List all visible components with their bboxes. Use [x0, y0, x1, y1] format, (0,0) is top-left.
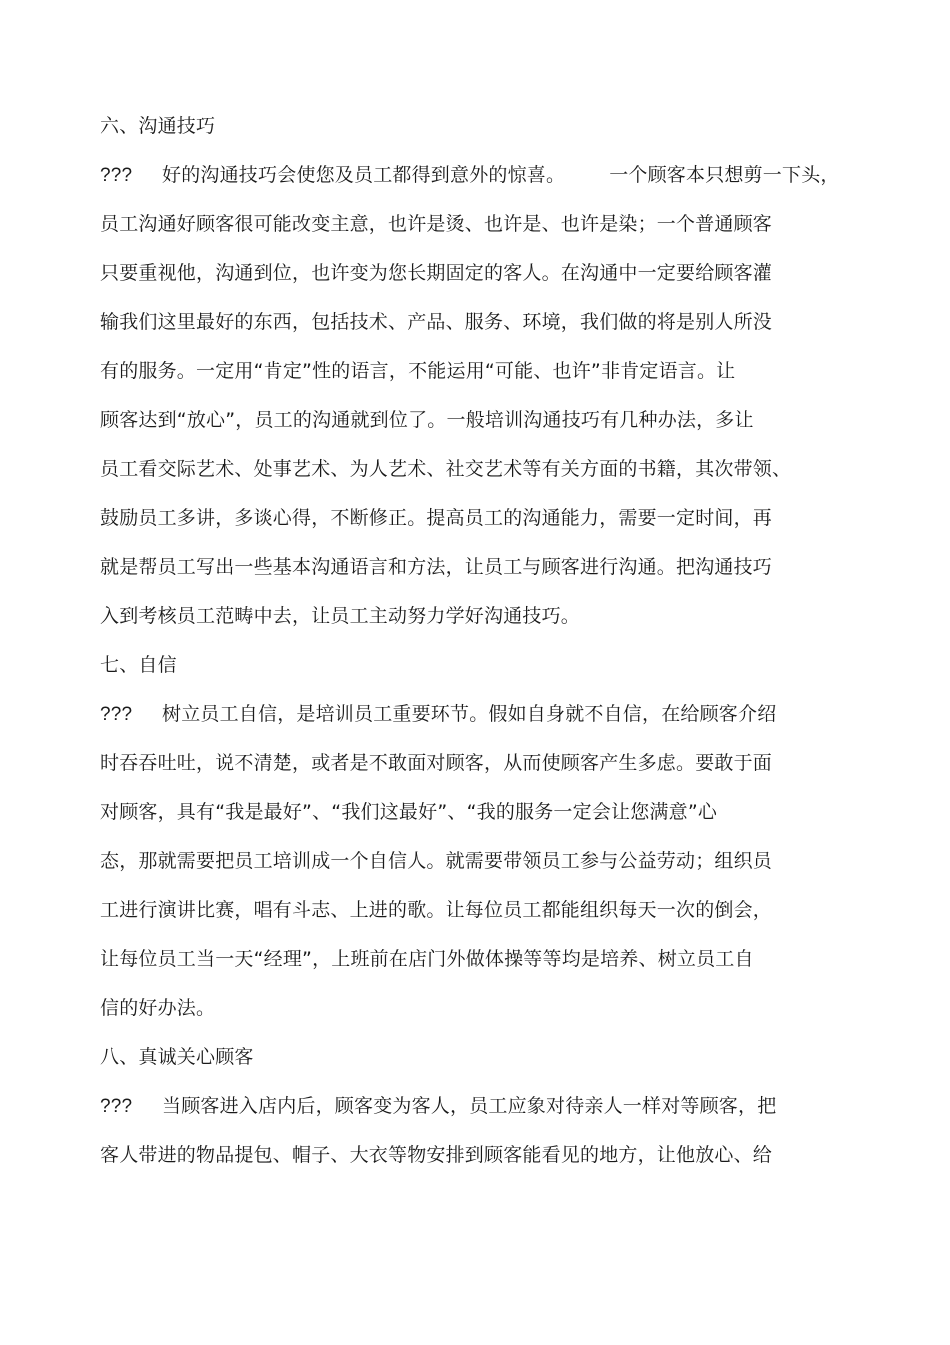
paragraph-line — [100, 890, 772, 930]
line-text: 树立员工自信，是培训员工重要环节。假如自身就不自信，在给顾客介绍 — [162, 703, 777, 725]
line-text: 对顾客，具有“我是最好”、“我们这最好”、“我的服务一定会让您满意”心 — [100, 801, 718, 823]
paragraph-line — [100, 253, 772, 293]
paragraph-line — [100, 1086, 776, 1126]
paragraph-line — [100, 743, 772, 783]
line-text: 时吞吞吐吐，说不清楚，或者是不敢面对顾客，从而使顾客产生多虑。要敢于面 — [100, 752, 773, 774]
line-text: 当顾客进入店内后，顾客变为客人，员工应象对待亲人一样对等顾客，把 — [162, 1095, 777, 1117]
paragraph-line — [100, 351, 735, 391]
line-text: 工进行演讲比赛，唱有斗志、上进的歌。让每位员工都能组织每天一次的倒会， — [100, 899, 773, 921]
line-marker: ??? — [100, 1096, 133, 1117]
paragraph-line — [100, 155, 840, 195]
line-text: 顾客达到“放心”，员工的沟通就到位了。一般培训沟通技巧有几种办法，多让 — [100, 409, 754, 431]
section-heading — [100, 106, 215, 146]
paragraph-line — [100, 498, 772, 538]
paragraph-line — [100, 1135, 772, 1175]
line-marker: ??? — [100, 704, 133, 725]
paragraph-line — [100, 547, 772, 587]
heading-text: 八、真诚关心顾客 — [100, 1046, 254, 1068]
line-text: 就是帮员工写出一些基本沟通语言和方法，让员工与顾客进行沟通。把沟通技巧 — [100, 556, 773, 578]
section-heading — [100, 1037, 254, 1077]
heading-text: 七、自信 — [100, 654, 177, 676]
line-marker: ??? — [100, 165, 133, 186]
line-text: 员工看交际艺术、处事艺术、为人艺术、社交艺术等有关方面的书籍，其次带领、 — [100, 458, 792, 480]
line-text: 鼓励员工多讲，多谈心得，不断修正。提高员工的沟通能力，需要一定时间，再 — [100, 507, 773, 529]
line-text: 员工沟通好顾客很可能改变主意，也许是烫、也许是、也许是染；一个普通顾客 — [100, 213, 773, 235]
line-text: 态，那就需要把员工培训成一个自信人。就需要带领员工参与公益劳动；组织员 — [100, 850, 773, 872]
heading-text: 六、沟通技巧 — [100, 115, 216, 137]
line-text: 一个顾客本只想剪一下头， — [609, 164, 840, 186]
paragraph-line — [100, 449, 791, 489]
paragraph-line — [100, 939, 754, 979]
line-text: 好的沟通技巧会使您及员工都得到意外的惊喜。 — [162, 164, 566, 186]
line-text: 信的好办法。 — [100, 997, 216, 1019]
paragraph-line — [100, 792, 717, 832]
line-text: 输我们这里最好的东西，包括技术、产品、服务、环境，我们做的将是别人所没 — [100, 311, 773, 333]
paragraph-line — [100, 841, 772, 881]
line-text: 让每位员工当一天“经理”，上班前在店门外做体操等等均是培养、树立员工自 — [100, 948, 754, 970]
paragraph-line — [100, 204, 772, 244]
paragraph-line — [100, 988, 215, 1028]
paragraph-line — [100, 694, 776, 734]
paragraph-line — [100, 302, 772, 342]
line-text: 客人带进的物品提包、帽子、大衣等物安排到顾客能看见的地方，让他放心、给 — [100, 1144, 773, 1166]
paragraph-line — [100, 596, 580, 636]
section-heading — [100, 645, 177, 685]
line-text: 有的服务。一定用“肯定”性的语言，不能运用“可能、也许”非肯定语言。让 — [100, 360, 736, 382]
paragraph-line — [100, 400, 754, 440]
line-text: 入到考核员工范畴中去，让员工主动努力学好沟通技巧。 — [100, 605, 581, 627]
line-text: 只要重视他，沟通到位，也许变为您长期固定的客人。在沟通中一定要给顾客灌 — [100, 262, 773, 284]
